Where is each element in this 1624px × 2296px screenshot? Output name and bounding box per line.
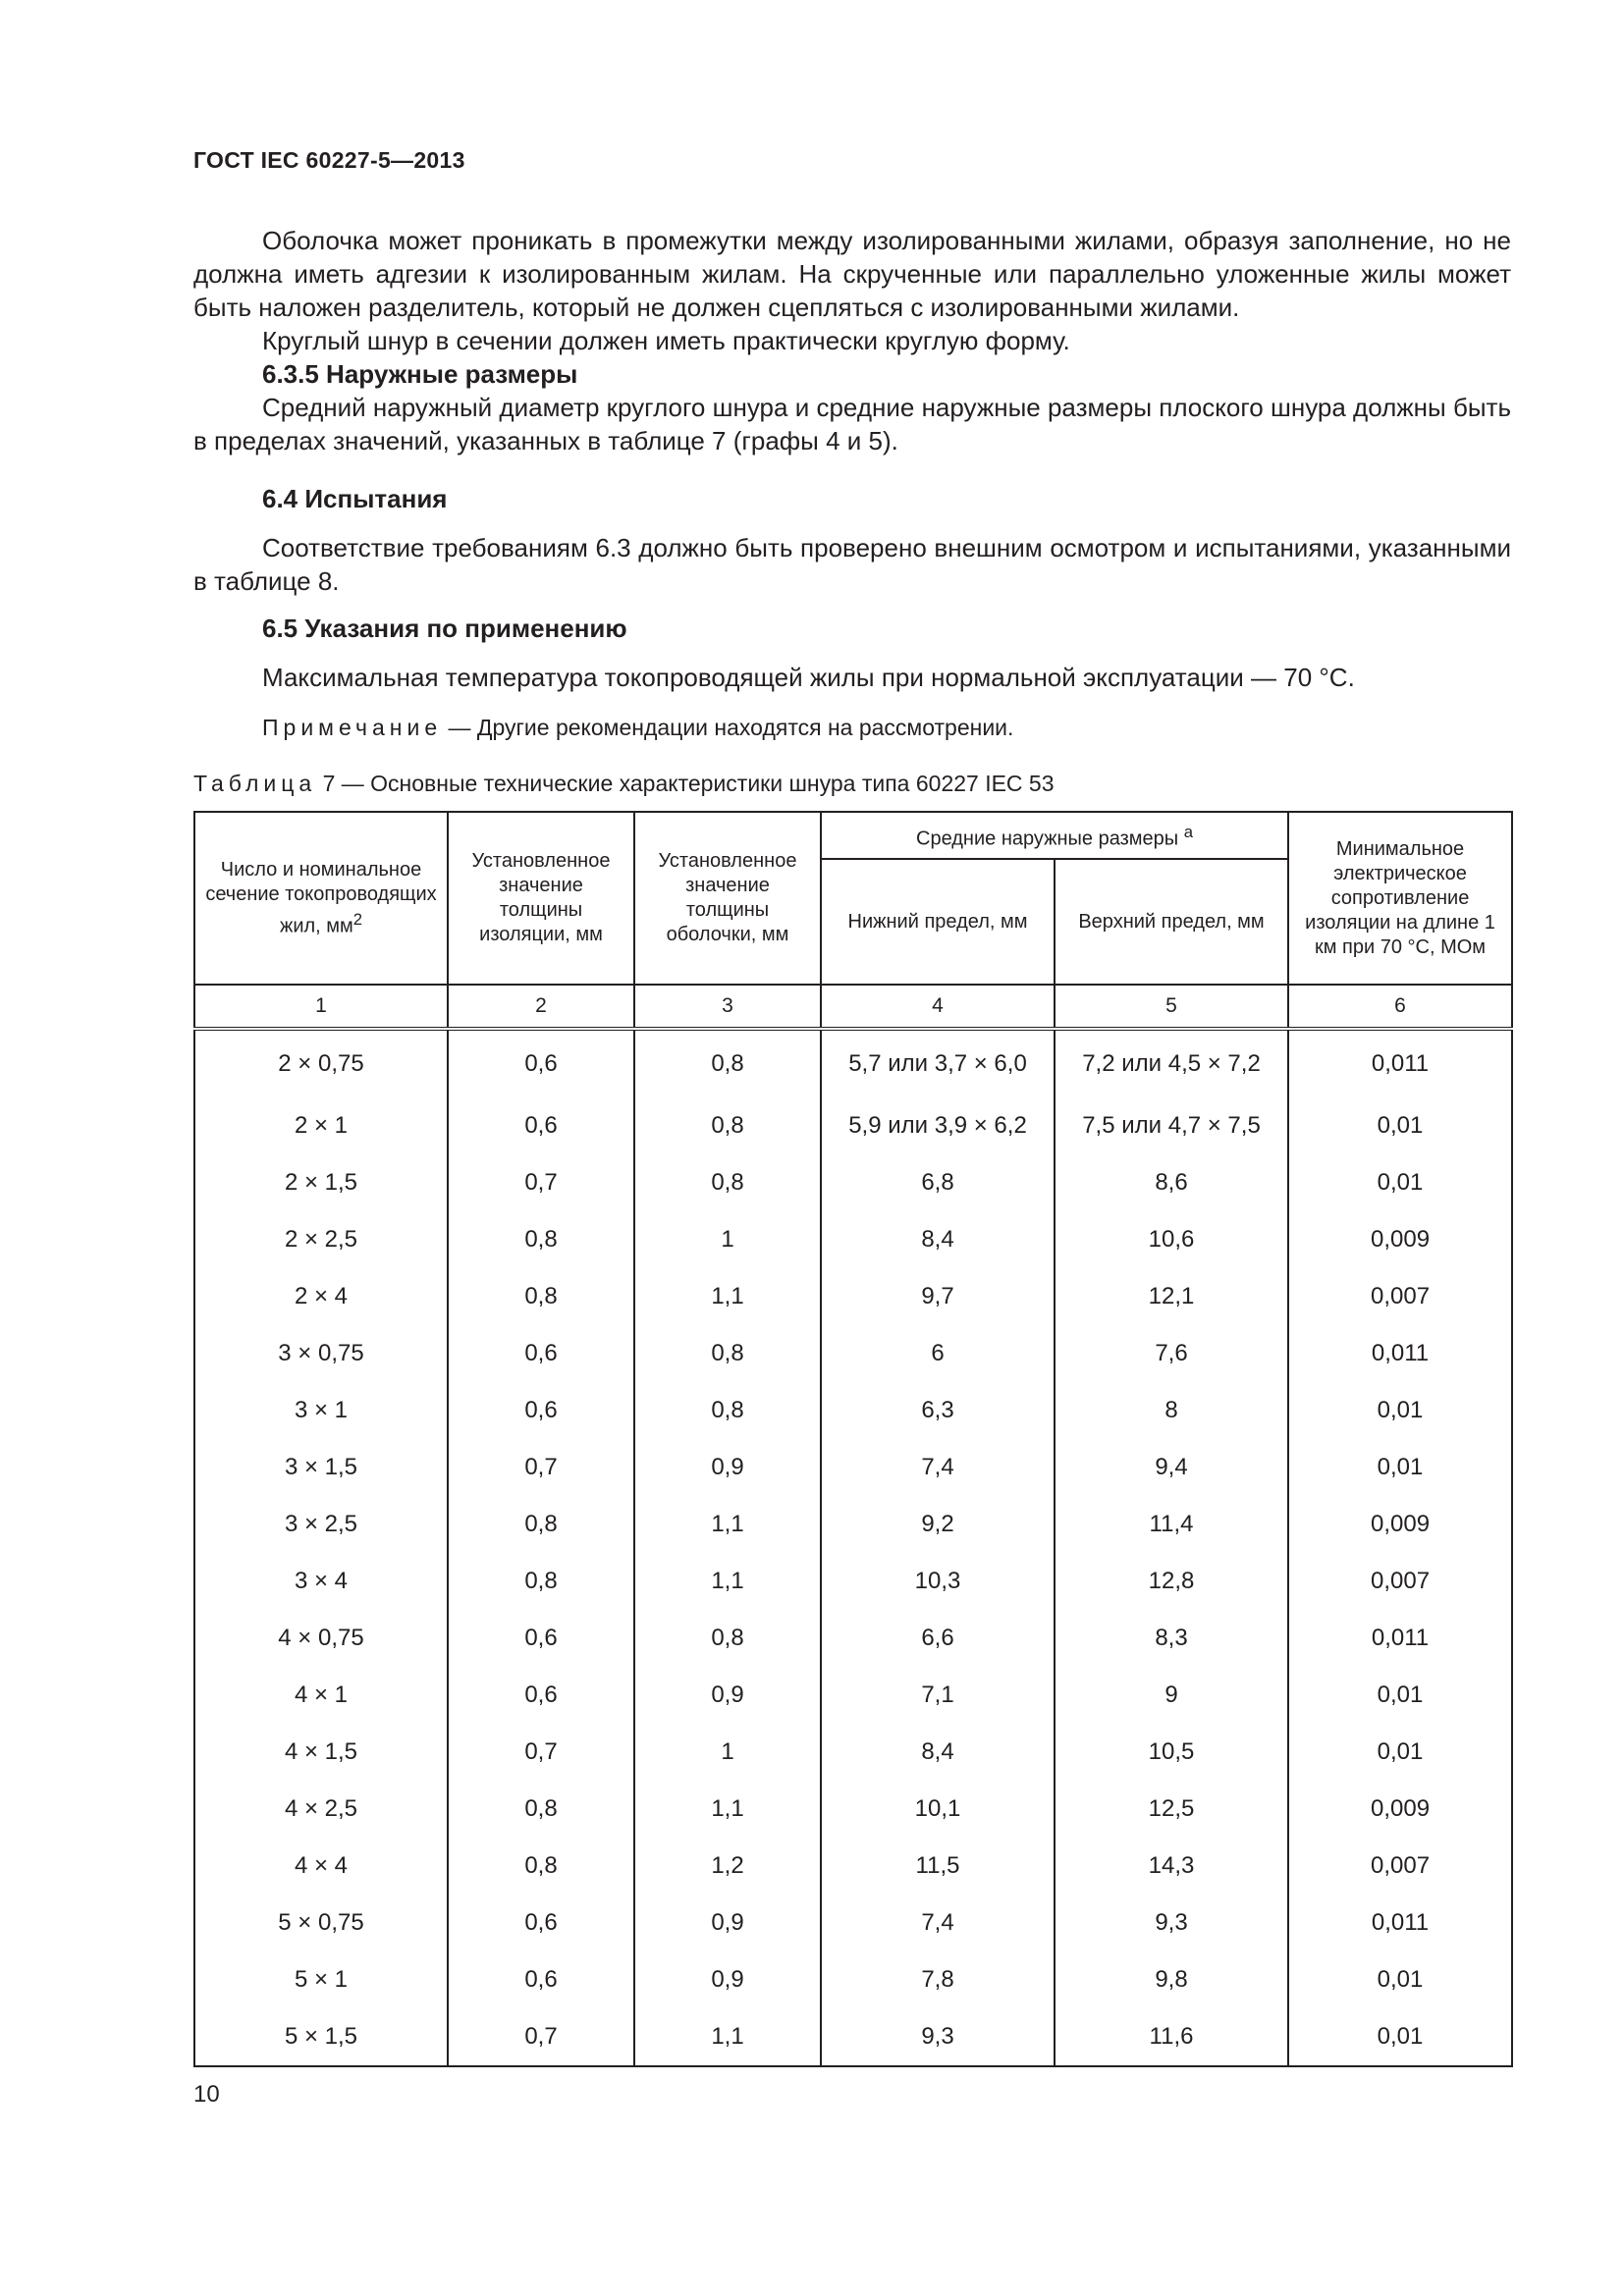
table-cell: 0,6 — [448, 1382, 634, 1439]
table-cell: 0,8 — [448, 1211, 634, 1268]
table-cell: 0,8 — [634, 1325, 821, 1382]
table-cell: 0,6 — [448, 1895, 634, 1951]
table-row — [194, 1029, 1512, 1097]
page-number: 10 — [193, 2081, 220, 2108]
table-cell: 0,011 — [1288, 1610, 1512, 1667]
header-insulation-resistance: Минимальное электрическое сопротивление изоляции на длине 1 км при 70 °С, МОм — [1288, 812, 1512, 985]
table-cell: 0,011 — [1288, 1325, 1512, 1382]
table-row — [194, 1097, 1512, 1154]
table-cell: 0,8 — [634, 1610, 821, 1667]
table-cell: 0,9 — [634, 1895, 821, 1951]
header-outer-dimensions: Средние наружные размеры $^а$ — [821, 812, 1288, 859]
table-cell: 9,4 — [1055, 1439, 1288, 1496]
table-cell: 4 × 0,75 — [194, 1610, 448, 1667]
table-cell: 11,5 — [821, 1838, 1055, 1895]
paragraph-tests: Соответствие требованиям 6.3 должно быть проверено внешним осмотром и испытаниями, указанными в таблице 8. — [193, 533, 1511, 596]
table-cell: 3 × 4 — [194, 1553, 448, 1610]
table-cell: 1,1 — [634, 1781, 821, 1838]
paragraph-round-cord: Круглый шнур в сечении должен иметь практически круглую форму. — [262, 326, 1070, 355]
table-row — [194, 2008, 1512, 2066]
table-cell: 0,01 — [1288, 2008, 1512, 2066]
table-cell: 8,3 — [1055, 1610, 1288, 1667]
note-text: — Другие рекомендации находятся на рассмотрении. — [442, 715, 1014, 740]
table-cell: 0,8 — [634, 1097, 821, 1154]
paragraph-sheath: Оболочка может проникать в промежутки между изолированными жилами, образуя заполнение, но не должна иметь адгезии к изолированным жилам. На скрученные или параллельно уложенные жилы может быть наложен разделитель, который не должен сцепляться с изолированными жилами. — [193, 226, 1511, 322]
table-cell: 4 × 4 — [194, 1838, 448, 1895]
section-heading-6-4: 6.4 Испытания — [262, 484, 448, 513]
table-cell: 0,8 — [448, 1268, 634, 1325]
table-row — [194, 1781, 1512, 1838]
table-cell: 6 — [821, 1325, 1055, 1382]
header-lower-limit: Нижний предел, мм — [821, 859, 1055, 985]
table-cell: 2 × 0,75 — [194, 1029, 448, 1097]
table-body — [194, 985, 1512, 2066]
table-row — [194, 1382, 1512, 1439]
table-cell: 5,7 или 3,7 × 6,0 — [821, 1029, 1055, 1097]
table-cell: 0,6 — [448, 1610, 634, 1667]
table-row — [194, 1553, 1512, 1610]
table-cell: 4 × 1 — [194, 1667, 448, 1724]
table-cell: 0,01 — [1288, 1382, 1512, 1439]
table-cell: 2 × 4 — [194, 1268, 448, 1325]
table-cell: 0,8 — [448, 1553, 634, 1610]
table-cell: 7,4 — [821, 1439, 1055, 1496]
table-row — [194, 1951, 1512, 2008]
table-cell: 0,6 — [448, 1029, 634, 1097]
table-cell: 7,2 или 4,5 × 7,2 — [1055, 1029, 1288, 1097]
table-row — [194, 1667, 1512, 1724]
table-cell: 12,5 — [1055, 1781, 1288, 1838]
table-cell: 0,009 — [1288, 1781, 1512, 1838]
column-number: 2 — [448, 985, 634, 1029]
table-cell: 4 × 2,5 — [194, 1781, 448, 1838]
table-cell: 0,6 — [448, 1667, 634, 1724]
table-cell: 7,4 — [821, 1895, 1055, 1951]
table-cell: 5,9 или 3,9 × 6,2 — [821, 1097, 1055, 1154]
table-cell: 3 × 1 — [194, 1382, 448, 1439]
table-cell: 2 × 1 — [194, 1097, 448, 1154]
table-caption — [193, 771, 1055, 797]
table-cell: 0,007 — [1288, 1838, 1512, 1895]
table-cell: 3 × 1,5 — [194, 1439, 448, 1496]
column-number: 4 — [821, 985, 1055, 1029]
table-cell: 0,6 — [448, 1097, 634, 1154]
table-cell: 0,007 — [1288, 1268, 1512, 1325]
table-cell: 1,1 — [634, 1553, 821, 1610]
table-cell: 3 × 0,75 — [194, 1325, 448, 1382]
header-upper-limit: Верхний предел, мм — [1055, 859, 1288, 985]
table-cell: 8,6 — [1055, 1154, 1288, 1211]
table-cell: 0,01 — [1288, 1439, 1512, 1496]
table-cell: 0,01 — [1288, 1724, 1512, 1781]
table-row — [194, 1211, 1512, 1268]
table-row — [194, 1325, 1512, 1382]
table-cell: 9,3 — [1055, 1895, 1288, 1951]
table-cell: 0,01 — [1288, 1097, 1512, 1154]
column-numbers-row — [194, 985, 1512, 1029]
table-caption-label: Таблица — [193, 771, 317, 796]
table-cell: 0,8 — [448, 1838, 634, 1895]
table-row — [194, 1496, 1512, 1553]
section-6-4 — [193, 482, 1511, 515]
table-cell: 0,9 — [634, 1667, 821, 1724]
table-cell: 7,6 — [1055, 1325, 1288, 1382]
table-cell: 0,009 — [1288, 1496, 1512, 1553]
table-cell: 0,8 — [634, 1154, 821, 1211]
table-cell: 9,8 — [1055, 1951, 1288, 2008]
table-cell: 6,8 — [821, 1154, 1055, 1211]
table-cell: 12,8 — [1055, 1553, 1288, 1610]
table-cell: 1,1 — [634, 1268, 821, 1325]
table-cell: 10,6 — [1055, 1211, 1288, 1268]
specifications-table — [193, 811, 1513, 2067]
table-cell: 1,1 — [634, 2008, 821, 2066]
table-cell: 0,8 — [448, 1781, 634, 1838]
table-row — [194, 1268, 1512, 1325]
table-cell: 10,1 — [821, 1781, 1055, 1838]
table-row — [194, 1895, 1512, 1951]
table-cell: 5 × 0,75 — [194, 1895, 448, 1951]
table-cell: 1 — [634, 1211, 821, 1268]
section-6-5 — [193, 612, 1511, 645]
column-number: 6 — [1288, 985, 1512, 1029]
column-number: 1 — [194, 985, 448, 1029]
table-cell: 0,7 — [448, 1154, 634, 1211]
table-row — [194, 1724, 1512, 1781]
table-cell: 8,4 — [821, 1211, 1055, 1268]
header-insulation-thickness: Установленное значение толщины изоляции, мм — [448, 812, 634, 985]
table-cell: 0,7 — [448, 1724, 634, 1781]
table-cell: 9,3 — [821, 2008, 1055, 2066]
table-cell: 10,3 — [821, 1553, 1055, 1610]
table-cell: 4 × 1,5 — [194, 1724, 448, 1781]
table-cell: 0,7 — [448, 1439, 634, 1496]
table-cell: 0,01 — [1288, 1667, 1512, 1724]
table-cell: 8,4 — [821, 1724, 1055, 1781]
table-cell: 8 — [1055, 1382, 1288, 1439]
table-cell: 9,7 — [821, 1268, 1055, 1325]
section-heading-6-3-5: 6.3.5 Наружные размеры — [262, 359, 578, 389]
table-cell: 11,6 — [1055, 2008, 1288, 2066]
table-cell: 0,01 — [1288, 1154, 1512, 1211]
table-cell: 12,1 — [1055, 1268, 1288, 1325]
table-cell: 6,6 — [821, 1610, 1055, 1667]
paragraph-outer-dimensions: Средний наружный диаметр круглого шнура и средние наружные размеры плоского шнура должны быть в пределах значений, указанных в таблице 7 (графы 4 и 5). — [193, 393, 1511, 455]
table-cell: 7,5 или 4,7 × 7,5 — [1055, 1097, 1288, 1154]
body-text-upper — [193, 224, 1511, 457]
table-cell: 0,8 — [634, 1382, 821, 1439]
table-cell: 11,4 — [1055, 1496, 1288, 1553]
table-cell: 0,6 — [448, 1951, 634, 2008]
table-cell: 0,8 — [634, 1029, 821, 1097]
table-cell: 3 × 2,5 — [194, 1496, 448, 1553]
section-heading-6-5: 6.5 Указания по применению — [262, 614, 627, 643]
table-cell: 7,1 — [821, 1667, 1055, 1724]
table-cell: 1,2 — [634, 1838, 821, 1895]
table-cell: 0,6 — [448, 1325, 634, 1382]
table-cell: 0,8 — [448, 1496, 634, 1553]
note-label: Примечание — [262, 715, 443, 740]
column-number: 5 — [1055, 985, 1288, 1029]
header-sheath-thickness: Установленное значение толщины оболочки, мм — [634, 812, 821, 985]
table-cell: 0,009 — [1288, 1211, 1512, 1268]
table-row — [194, 1610, 1512, 1667]
table-cell: 6,3 — [821, 1382, 1055, 1439]
table-cell: 1 — [634, 1724, 821, 1781]
header-conductors: Число и номинальное сечение токопроводящих жил, $мм^2$ — [194, 812, 448, 985]
table-cell: 0,01 — [1288, 1951, 1512, 2008]
section-6-4-body — [193, 531, 1511, 598]
table-cell: 2 × 2,5 — [194, 1211, 448, 1268]
table-cell: 0,9 — [634, 1439, 821, 1496]
paragraph-max-temperature: Максимальная температура токопроводящей жилы при нормальной эксплуатации — 70 °С. — [262, 663, 1355, 692]
table-cell: 5 × 1,5 — [194, 2008, 448, 2066]
table-caption-text: 7 — Основные технические характеристики шнура типа 60227 IEC 53 — [316, 771, 1055, 796]
table-cell: 0,007 — [1288, 1553, 1512, 1610]
table-row — [194, 1838, 1512, 1895]
document-header: ГОСТ IEC 60227-5—2013 — [193, 147, 465, 173]
column-number: 3 — [634, 985, 821, 1029]
table-cell: 9,2 — [821, 1496, 1055, 1553]
table-cell: 0,011 — [1288, 1029, 1512, 1097]
table-cell: 0,011 — [1288, 1895, 1512, 1951]
section-6-5-body — [193, 661, 1511, 694]
table-cell: 10,5 — [1055, 1724, 1288, 1781]
table-cell: 2 × 1,5 — [194, 1154, 448, 1211]
table-cell: 5 × 1 — [194, 1951, 448, 2008]
table-cell: 7,8 — [821, 1951, 1055, 2008]
note — [193, 711, 1511, 744]
table-cell: 9 — [1055, 1667, 1288, 1724]
table-row — [194, 1439, 1512, 1496]
table-row — [194, 1154, 1512, 1211]
table-cell: 14,3 — [1055, 1838, 1288, 1895]
table-cell: 0,9 — [634, 1951, 821, 2008]
table-cell: 1,1 — [634, 1496, 821, 1553]
table-cell: 0,7 — [448, 2008, 634, 2066]
